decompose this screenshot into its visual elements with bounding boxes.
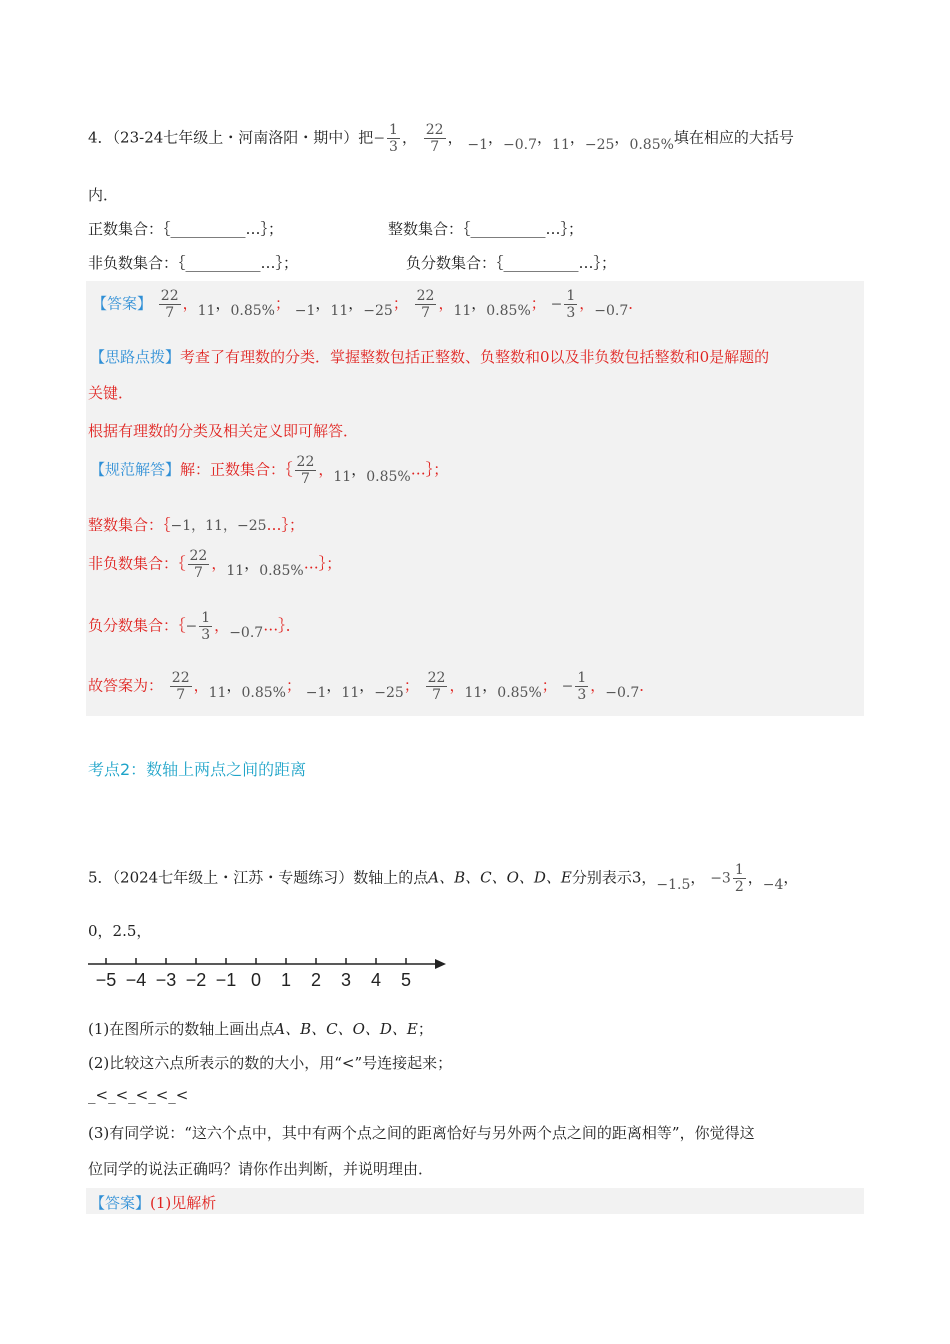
- hint-tag: 【思路点拨】: [90, 348, 181, 366]
- answer5-tag: 【答案】: [90, 1194, 151, 1212]
- fraction-one-third: $\frac{1}{3}$: [389, 122, 398, 155]
- hint-line2: 关键．: [88, 384, 134, 402]
- solution-positive: 【规范解答】解：正数集合：｛ $\frac{22}{7}$ ，11，0.85%…｝；: [90, 454, 449, 487]
- axis-tick-label: 3: [340, 970, 352, 990]
- answer-tag: 【答案】: [92, 294, 153, 313]
- set-negfrac: 负分数集合：｛__________…｝；: [406, 254, 617, 272]
- number-line: [86, 952, 456, 998]
- solution-integer: 整数集合：｛−1，11，−25…｝；: [88, 516, 305, 534]
- hint-line3: 根据有理数的分类及相关定义即可解答．: [88, 422, 359, 440]
- hint-line1: 【思路点拨】考查了有理数的分类．掌握整数包括正整数、负整数和0以及非负数包括整数和0是解题的: [90, 348, 770, 366]
- axis-tick-label: −5: [95, 970, 117, 990]
- axis-tick-label: −4: [125, 970, 147, 990]
- q5-part3b: 位同学的说法正确吗？请你作出判断，并说明理由．: [88, 1160, 434, 1178]
- axis-tick-label: −3: [155, 970, 177, 990]
- axis-tick-label: 2: [310, 970, 322, 990]
- q5-line1: 5．（2024七年级上・江苏・专题练习）数轴上的点A、B、C、O、D、E分别表示3，−1.5， −3 $\frac{1}{2}$ ，−4，: [88, 862, 799, 895]
- q5-number: 5．: [88, 868, 113, 887]
- axis-tick-label: 1: [280, 970, 292, 990]
- axis-tick-label: −1: [215, 970, 237, 990]
- solution-nonneg: 非负数集合：｛ $\frac{22}{7}$ ，11，0.85%…｝；: [88, 548, 342, 581]
- section-title: 考点2：数轴上两点之间的距离: [88, 760, 307, 779]
- q5-part2: (2)比较这六点所表示的数的大小，用“<”号连接起来；: [88, 1054, 453, 1072]
- axis-tick-label: 5: [400, 970, 412, 990]
- q4-number: 4．: [88, 128, 113, 147]
- q5-source: （2024七年级上・江苏・专题练习）: [112, 868, 354, 887]
- solution-final: 故答案为： $\frac{22}{7}$ ，11，0.85%； −1，11，−25； $\frac{22}{7}$ ，11，0.85%； − $\frac{1}{3}$ ，−0.7．: [88, 670, 655, 703]
- q5-part3a: (3)有同学说：“这六个点中，其中有两个点之间的距离恰好与另外两个点之间的距离相等”，你觉得这: [88, 1124, 755, 1142]
- q4-line1: 4．（23-24七年级上・河南洛阳・期中）把− $\frac{1}{3}$ ， $\frac{22}{7}$ ， −1，−0.7，11，−25，0.85%填在相应的大括号: [88, 122, 794, 155]
- axis-tick-label: 4: [370, 970, 382, 990]
- fraction-22-7: $\frac{22}{7}$: [425, 122, 444, 155]
- q5-part1: (1)在图所示的数轴上画出点A、B、C、O、D、E；: [88, 1020, 433, 1038]
- answer-line: 【答案】 $\frac{22}{7}$ ，11，0.85%； −1，11，−25； $\frac{22}{7}$ ，11，0.85%； − $\frac{1}{3}$ ，−0.7．: [92, 288, 644, 321]
- q4-source: （23-24七年级上・河南洛阳・期中）: [112, 128, 359, 147]
- q5-line2: 0，2.5，: [88, 922, 152, 940]
- q4-line2: 内．: [88, 186, 119, 204]
- set-integer: 整数集合：｛__________…｝；: [388, 220, 584, 238]
- set-nonneg: 非负数集合：｛__________…｝；: [88, 254, 299, 272]
- axis-tick-label: 0: [250, 970, 262, 990]
- solution-tag: 【规范解答】: [90, 460, 181, 479]
- answer5-line: 【答案】(1)见解析: [90, 1194, 217, 1212]
- axis-tick-label: −2: [185, 970, 207, 990]
- q5-blanks: _<_<_<_<_<: [88, 1086, 189, 1104]
- set-positive: 正数集合：｛__________…｝；: [88, 220, 284, 238]
- solution-negfrac: 负分数集合：｛− $\frac{1}{3}$ ，−0.7…｝．: [88, 610, 301, 643]
